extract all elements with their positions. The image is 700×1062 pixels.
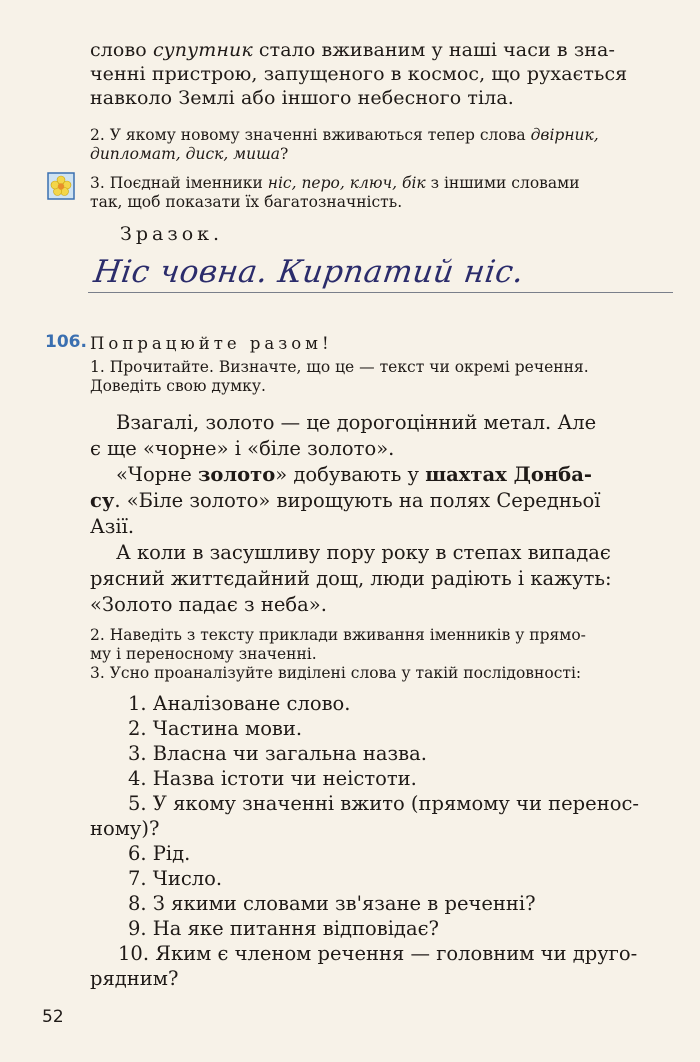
- question-1-line-1: 1. Прочитайте. Визначте, що це — текст чи окремі речення.: [90, 358, 589, 376]
- intro-text: стало вживаним у наші часи в зна-: [252, 39, 615, 61]
- highlighted-word: золото: [197, 463, 276, 486]
- task-3-text: 3. Поєднай іменники: [90, 174, 268, 192]
- highlighted-word: шахтах Донба-: [425, 463, 592, 486]
- list-item: ному)?: [90, 817, 160, 840]
- question-3: 3. Усно проаналізуйте виділені слова у такій послідовності:: [90, 664, 582, 682]
- task-2-italic: дипломат, диск, миша: [90, 145, 280, 163]
- text-line: рясний життєдайний дощ, люди радіють і кажуть:: [90, 567, 612, 590]
- task-3-line-2: так, щоб показати їх багатозначність.: [90, 193, 403, 211]
- list-item: 10. Яким є членом речення — головним чи друго-: [118, 942, 638, 965]
- task-2: [90, 126, 670, 164]
- question-2-line-2: му і переносному значенні.: [90, 645, 317, 663]
- list-item: 2. Частина мови.: [128, 717, 303, 740]
- text-line: А коли в засушливу пору року в степах випадає: [116, 541, 611, 564]
- text-line: Азії.: [90, 515, 135, 538]
- list-item: 9. На яке питання відповідає?: [128, 917, 439, 940]
- text-line: «Золото падає з неба».: [90, 593, 327, 616]
- page-number: 52: [42, 1007, 64, 1027]
- text-fragment: » добувають у: [275, 463, 426, 486]
- text-line: є ще «чорне» і «біле золото».: [90, 437, 395, 460]
- question-1-line-2: Доведіть свою думку.: [90, 377, 266, 395]
- list-item: 5. У якому значенні вжито (прямому чи перенос-: [128, 792, 639, 815]
- text-fragment: . «Біле золото» вирощують на полях Середньої: [114, 489, 601, 512]
- writing-line: [88, 292, 673, 293]
- reading-text: [90, 410, 670, 618]
- sample-label: Зразок.: [120, 223, 224, 245]
- exercise-heading-text: Попрацюйте разом!: [90, 334, 333, 353]
- task-2-italic: двірник,: [530, 126, 599, 144]
- intro-paragraph: [90, 38, 670, 110]
- highlighted-word: су: [90, 489, 115, 512]
- question-2-line-1: 2. Наведіть з тексту приклади вживання іменників у прямо-: [90, 626, 586, 644]
- list-item: 8. З якими словами зв'язане в реченні?: [128, 892, 536, 915]
- handwriting-text: Ніс човна. Кирпатий ніс.: [91, 254, 527, 290]
- text-fragment: «Чорне: [116, 463, 198, 486]
- intro-line-1: [90, 38, 670, 62]
- intro-line-3: навколо Землі або іншого небесного тіла.: [90, 87, 514, 109]
- task-2-text: ?: [280, 145, 289, 163]
- text-line: Взагалі, золото — це дорогоцінний метал. Але: [116, 411, 597, 434]
- task-2-text: 2. У якому новому значенні вживаються тепер слова: [90, 126, 531, 144]
- list-item: 7. Число.: [128, 867, 223, 890]
- intro-text: слово: [90, 39, 153, 61]
- exercise-question-1: [90, 358, 670, 396]
- exercise-questions: [90, 626, 670, 683]
- task-3-text: з іншими словами: [425, 174, 580, 192]
- handwriting-sample: [88, 250, 673, 300]
- exercise-number: 106.: [45, 332, 87, 352]
- intro-italic-word: супутник: [152, 39, 253, 61]
- task-3: [90, 174, 670, 212]
- list-item: 6. Рід.: [128, 842, 191, 865]
- list-item: 3. Власна чи загальна назва.: [128, 742, 427, 765]
- intro-line-2: ченні пристрою, запущеного в космос, що рухається: [90, 63, 628, 85]
- flower-icon: [47, 172, 75, 200]
- exercise-heading: [90, 334, 670, 354]
- task-3-italic: ніс, перо, ключ, бік: [267, 174, 426, 192]
- list-item: 1. Аналізоване слово.: [128, 692, 351, 715]
- list-item: рядним?: [90, 967, 179, 990]
- list-item: 4. Назва істоти чи неістоти.: [128, 767, 417, 790]
